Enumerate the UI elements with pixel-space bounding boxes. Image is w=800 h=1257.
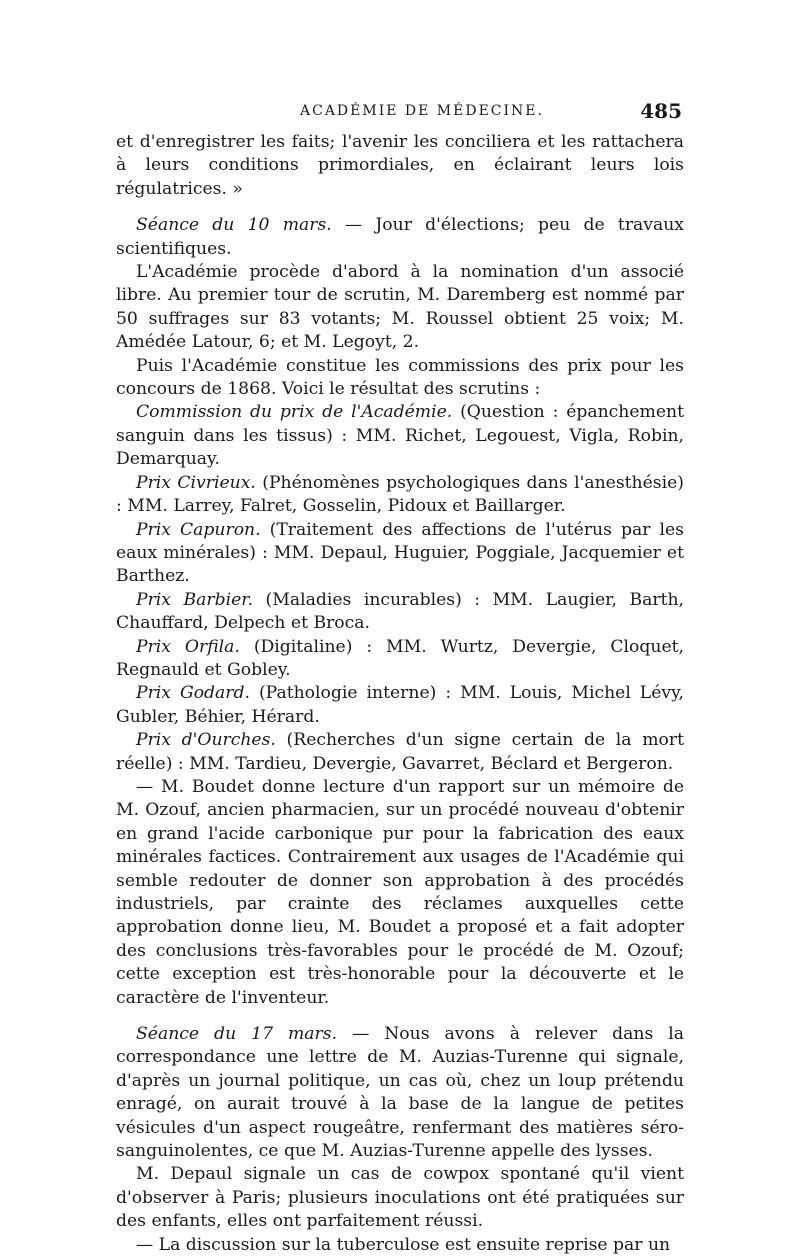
paragraph: — La discussion sur la tuberculose est ensuite reprise par un [136, 1234, 671, 1255]
paragraph: Puis l'Académie constitue les commissions des prix pour les concours de 1868. Voici le résultat des scrutins : [116, 355, 684, 400]
paragraph: L'Académie procède d'abord à la nomination d'un associé libre. Au premier tour de scrutin, M. Daremberg est nommé par 50 suffrages sur 83 votants; M. Roussel obtient 25 voix; M. Amédée Latour, 6; et M. Legoyt, 2. [116, 262, 684, 353]
paragraph: Prix Civrieux. (Phénomènes psychologiques dans l'anesthésie) : MM. Larrey, Falret, Gosselin, Pidoux et Baillarger. [116, 472, 684, 517]
paragraph: Prix Barbier. (Maladies incurables) : MM. Laugier, Barth, Chauffard, Delpech et Broca. [116, 589, 684, 634]
running-title: ACADÉMIE DE MÉDECINE. [300, 103, 544, 119]
paragraph: M. Depaul signale un cas de cowpox spontané qu'il vient d'observer à Paris; plusieurs inoculations ont été pratiquées sur des enfants, elles ont parfaitement réussi. [116, 1164, 684, 1232]
paragraph: Prix d'Ourches. (Recherches d'un signe certain de la mort réelle) : MM. Tardieu, Devergie, Gavarret, Béclard et Bergeron. [116, 730, 684, 774]
paragraph: — M. Boudet donne lecture d'un rapport sur un mémoire de M. Ozouf, ancien pharmacien, sur un procédé nouveau d'obtenir en grand l'acide carbonique pur pour la fabrication des eaux minérales factices. Contrairement aux usages de l'Académie qui semble redouter de donner son approbation à des procédés industriels, par crainte des réclames auxquelles cette approbation donne lieu, M. Boudet a proposé et a fait adopter des conclusions très-favorables pour le procédé de M. Ozouf; cette exception est très-honorable pour la découverte et le caractère de l'inventeur. [116, 776, 684, 1008]
paragraph: Prix Orfila. (Digitaline) : MM. Wurtz, Devergie, Cloquet, Regnauld et Gobley. [116, 636, 684, 680]
page-header [116, 101, 682, 131]
paragraph: Commission du prix de l'Académie. (Question : épanchement sanguin dans les tissus) : MM. Richet, Legouest, Vigla, Robin, Demarquay. [116, 402, 684, 470]
paragraph: et d'enregistrer les faits; l'avenir les conciliera et les rattachera à leurs conditions primordiales, en éclairant leurs lois régulatrices. » [116, 132, 684, 199]
page-number: 485 [640, 99, 682, 123]
page-body [116, 131, 684, 1257]
paragraph: Prix Godard. (Pathologie interne) : MM. Louis, Michel Lévy, Gubler, Béhier, Hérard. [116, 683, 684, 727]
paragraph: Séance du 10 mars. — Jour d'élections; peu de travaux scientifiques. [116, 215, 684, 259]
paragraph: Prix Capuron. (Traitement des affections de l'utérus par les eaux minérales) : MM. Depaul, Huguier, Poggiale, Jacquemier et Barthez. [116, 519, 684, 587]
paragraph: Séance du 17 mars. — Nous avons à relever dans la correspondance une lettre de M. Auzias-Turenne qui signale, d'après un journal politique, un cas où, chez un loup prétendu enragé, on aurait trouvé à la base de la langue de petites vésicules d'un aspect rougeâtre, renfermant des matières séro-sanguinolentes, ce que M. Auzias-Turenne appelle des lysses. [116, 1024, 685, 1162]
